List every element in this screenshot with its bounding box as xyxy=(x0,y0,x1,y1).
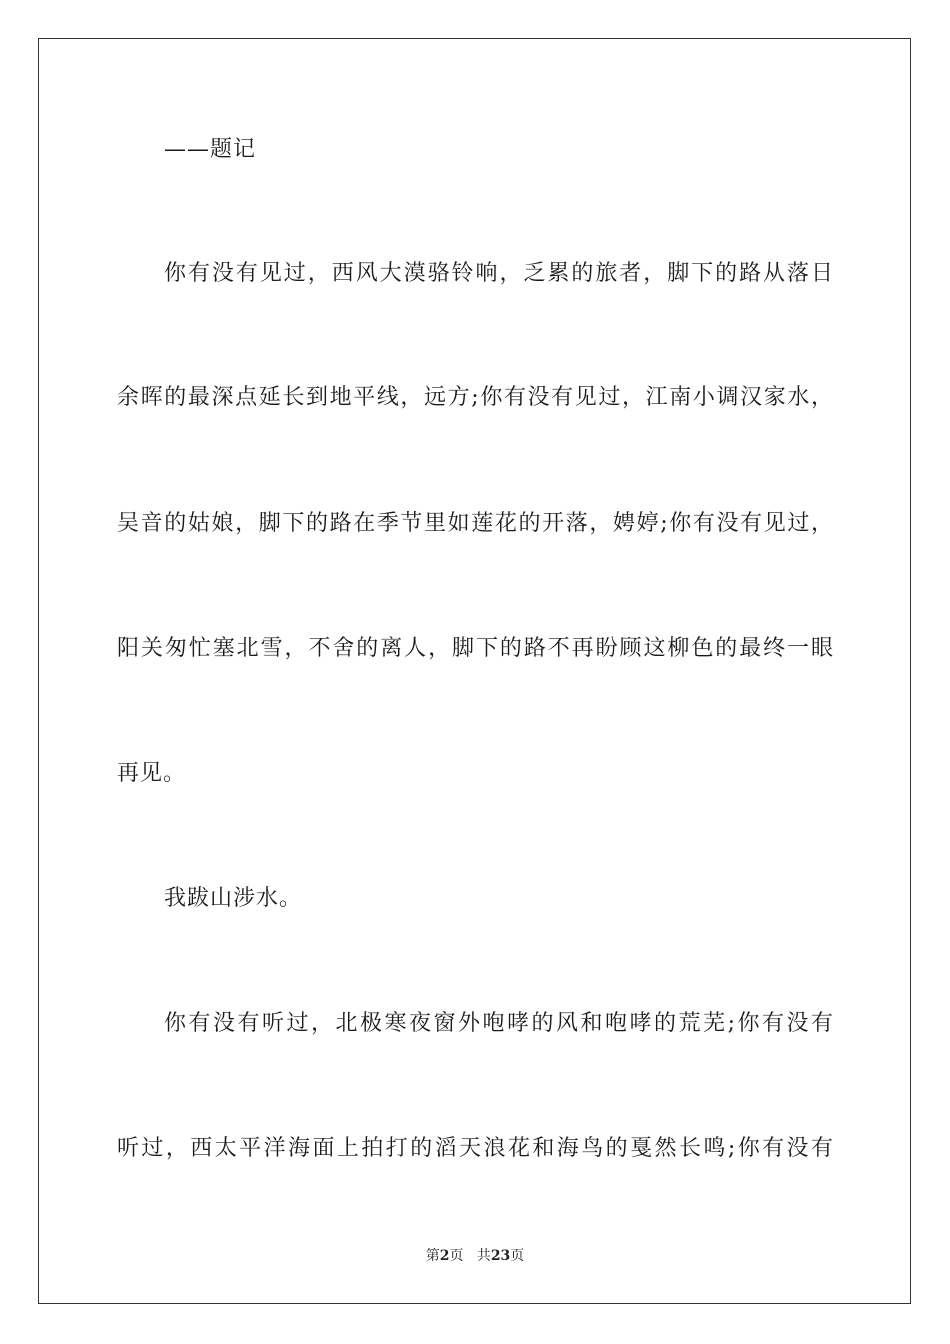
paragraph-line: 余晖的最深点延长到地平线，远方;你有没有见过，江南小调汉家水， xyxy=(117,385,834,410)
paragraph-line: 你有没有见过，西风大漠骆铃响，乏累的旅者，脚下的路从落日 xyxy=(164,261,834,286)
page-border xyxy=(38,38,911,1304)
paragraph-line: 阳关匆忙塞北雪，不舍的离人，脚下的路不再盼顾这柳色的最终一眼 xyxy=(117,636,834,661)
epigraph-attribution: ——题记 xyxy=(164,137,257,162)
paragraph-line: 我跋山涉水。 xyxy=(164,886,303,911)
paragraph-line: 吴音的姑娘，脚下的路在季节里如莲花的开落，娉婷;你有没有见过， xyxy=(117,511,834,536)
paragraph-line: 再见。 xyxy=(117,761,187,786)
total-page-count: 23 xyxy=(490,1248,511,1264)
footer-total-prefix: 共 xyxy=(476,1248,491,1264)
page-footer xyxy=(0,1246,950,1266)
paragraph-line: 你有没有听过，北极寒夜窗外咆哮的风和咆哮的荒芜;你有没有 xyxy=(164,1011,834,1036)
current-page-number: 2 xyxy=(439,1248,450,1264)
footer-total-suffix: 页 xyxy=(510,1248,525,1264)
footer-page-suffix: 页 xyxy=(449,1248,464,1264)
paragraph-line: 听过，西太平洋海面上拍打的滔天浪花和海鸟的戛然长鸣;你有没有 xyxy=(117,1136,834,1161)
footer-prefix: 第 xyxy=(425,1248,440,1264)
